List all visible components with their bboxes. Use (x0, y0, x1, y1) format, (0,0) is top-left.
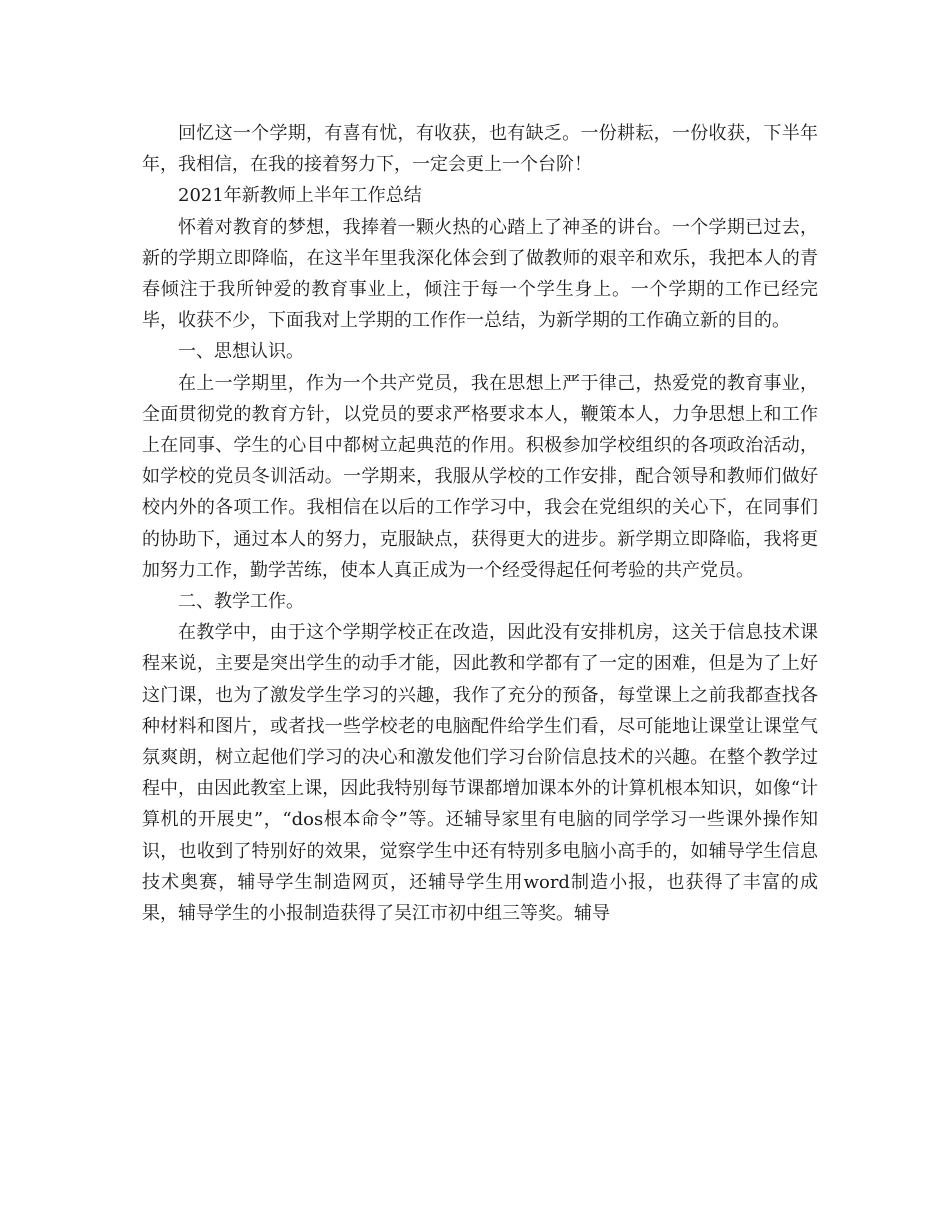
section-heading-thought: 一、思想认识。 (178, 341, 304, 363)
document-body (142, 118, 818, 929)
paragraph-reflection: 回忆这一个学期，有喜有忧，有收获，也有缺乏。一份耕耘，一份收获，下半年年，我相信，在我的接着努力下，一定会更上一个台阶！ (142, 123, 818, 176)
paragraph-teaching: 在教学中，由于这个学期学校正在改造，因此没有安排机房，这关于信息技术课程来说，主要是突出学生的动手才能，因此教和学都有了一定的困难，但是为了上好这门课，也为了激发学生学习的兴趣，我作了充分的预备，每堂课上之前我都查找各种材料和图片，或者找一些学校老的电脑配件给学生们看，尽可能地让课堂让课堂气氛爽朗，树立起他们学习的决心和激发他们学习台阶信息技术的兴趣。在整个教学过程中，由因此教室上课，因此我特别每节课都增加课本外的计算机根本知识，如像“计算机的开展史”，“dos根本命令”等。还辅导家里有电脑的同学学习一些课外操作知识，也收到了特别好的效果，觉察学生中还有特别多电脑小高手的，如辅导学生信息技术奥赛，辅导学生制造网页，还辅导学生用word制造小报，也获得了丰富的成果，辅导学生的小报制造获得了吴江市初中组三等奖。辅导 (142, 622, 818, 925)
paragraph-intro: 怀着对教育的梦想，我捧着一颗火热的心踏上了神圣的讲台。一个学期已过去，新的学期立即降临，在这半年里我深化体会到了做教师的艰辛和欢乐，我把本人的青春倾注于我所钟爱的教育事业上，倾注于每一个学生身上。一个学期的工作已经完毕，收获不少，下面我对上学期的工作作一总结，为新学期的工作确立新的目的。 (142, 216, 818, 332)
paragraph-thought: 在上一学期里，作为一个共产党员，我在思想上严于律己，热爱党的教育事业，全面贯彻党的教育方针，以党员的要求严格要求本人，鞭策本人，力争思想上和工作上在同事、学生的心目中都树立起典范的作用。积极参加学校组织的各项政治活动，如学校的党员冬训活动。一学期来，我服从学校的工作安排，配合领导和教师们做好校内外的各项工作。我相信在以后的工作学习中，我会在党组织的关心下，在同事们的协助下，通过本人的努力，克服缺点，获得更大的进步。新学期立即降临，我将更加努力工作，勤学苦练，使本人真正成为一个经受得起任何考验的共产党员。 (142, 372, 818, 581)
document-title: 2021年新教师上半年工作总结 (178, 185, 422, 207)
section-heading-teaching: 二、教学工作。 (178, 591, 304, 613)
